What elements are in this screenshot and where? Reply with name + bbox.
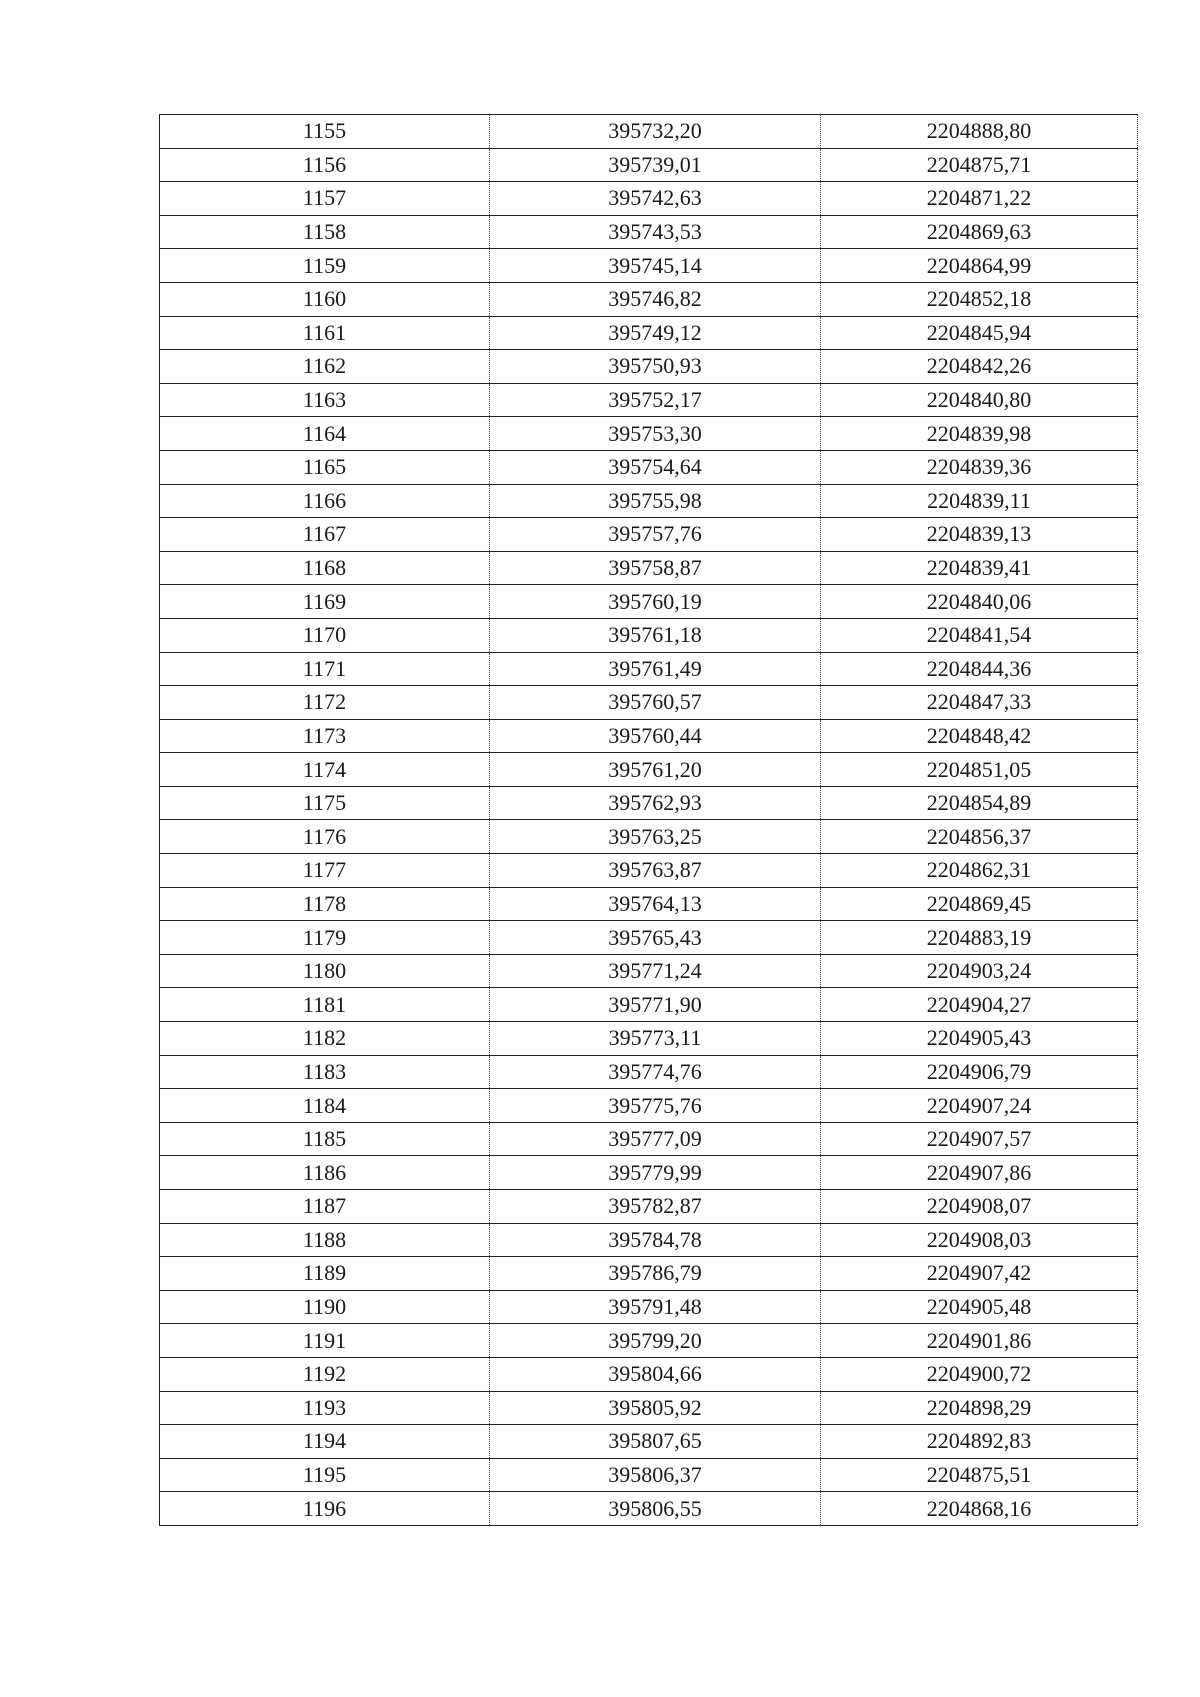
y-coordinate-cell: 2204868,16 xyxy=(821,1492,1138,1526)
point-number-cell: 1196 xyxy=(160,1492,490,1526)
x-coordinate-cell: 395761,49 xyxy=(490,652,821,686)
table-row xyxy=(160,115,1138,149)
x-coordinate-cell: 395760,19 xyxy=(490,585,821,619)
y-coordinate-cell: 2204905,48 xyxy=(821,1290,1138,1324)
table-row xyxy=(160,820,1138,854)
point-number-cell: 1185 xyxy=(160,1122,490,1156)
point-number-cell: 1164 xyxy=(160,417,490,451)
table-row xyxy=(160,1324,1138,1358)
table-row xyxy=(160,786,1138,820)
y-coordinate-cell: 2204839,13 xyxy=(821,518,1138,552)
x-coordinate-cell: 395745,14 xyxy=(490,249,821,283)
table-row xyxy=(160,148,1138,182)
x-coordinate-cell: 395791,48 xyxy=(490,1290,821,1324)
y-coordinate-cell: 2204901,86 xyxy=(821,1324,1138,1358)
point-number-cell: 1171 xyxy=(160,652,490,686)
table-row xyxy=(160,316,1138,350)
point-number-cell: 1172 xyxy=(160,686,490,720)
table-row xyxy=(160,215,1138,249)
point-number-cell: 1190 xyxy=(160,1290,490,1324)
point-number-cell: 1155 xyxy=(160,115,490,149)
y-coordinate-cell: 2204905,43 xyxy=(821,1022,1138,1056)
table-row xyxy=(160,921,1138,955)
table-row xyxy=(160,652,1138,686)
y-coordinate-cell: 2204871,22 xyxy=(821,182,1138,216)
point-number-cell: 1191 xyxy=(160,1324,490,1358)
y-coordinate-cell: 2204839,11 xyxy=(821,484,1138,518)
x-coordinate-cell: 395752,17 xyxy=(490,383,821,417)
x-coordinate-cell: 395758,87 xyxy=(490,551,821,585)
x-coordinate-cell: 395774,76 xyxy=(490,1055,821,1089)
x-coordinate-cell: 395799,20 xyxy=(490,1324,821,1358)
table-row xyxy=(160,1458,1138,1492)
y-coordinate-cell: 2204875,51 xyxy=(821,1458,1138,1492)
x-coordinate-cell: 395782,87 xyxy=(490,1190,821,1224)
x-coordinate-cell: 395779,99 xyxy=(490,1156,821,1190)
y-coordinate-cell: 2204903,24 xyxy=(821,954,1138,988)
y-coordinate-cell: 2204908,03 xyxy=(821,1223,1138,1257)
y-coordinate-cell: 2204875,71 xyxy=(821,148,1138,182)
x-coordinate-cell: 395743,53 xyxy=(490,215,821,249)
y-coordinate-cell: 2204869,63 xyxy=(821,215,1138,249)
x-coordinate-cell: 395739,01 xyxy=(490,148,821,182)
table-row xyxy=(160,518,1138,552)
x-coordinate-cell: 395763,87 xyxy=(490,854,821,888)
y-coordinate-cell: 2204898,29 xyxy=(821,1391,1138,1425)
table-row xyxy=(160,1492,1138,1526)
x-coordinate-cell: 395755,98 xyxy=(490,484,821,518)
point-number-cell: 1157 xyxy=(160,182,490,216)
x-coordinate-cell: 395754,64 xyxy=(490,450,821,484)
coordinates-table-body xyxy=(160,115,1138,1526)
x-coordinate-cell: 395777,09 xyxy=(490,1122,821,1156)
y-coordinate-cell: 2204907,57 xyxy=(821,1122,1138,1156)
table-row xyxy=(160,450,1138,484)
y-coordinate-cell: 2204842,26 xyxy=(821,350,1138,384)
point-number-cell: 1186 xyxy=(160,1156,490,1190)
y-coordinate-cell: 2204906,79 xyxy=(821,1055,1138,1089)
y-coordinate-cell: 2204839,98 xyxy=(821,417,1138,451)
table-row xyxy=(160,182,1138,216)
x-coordinate-cell: 395765,43 xyxy=(490,921,821,955)
table-row xyxy=(160,854,1138,888)
x-coordinate-cell: 395806,37 xyxy=(490,1458,821,1492)
table-row xyxy=(160,417,1138,451)
x-coordinate-cell: 395761,18 xyxy=(490,618,821,652)
table-row xyxy=(160,686,1138,720)
table-row xyxy=(160,719,1138,753)
x-coordinate-cell: 395762,93 xyxy=(490,786,821,820)
x-coordinate-cell: 395764,13 xyxy=(490,887,821,921)
x-coordinate-cell: 395771,24 xyxy=(490,954,821,988)
x-coordinate-cell: 395807,65 xyxy=(490,1425,821,1459)
x-coordinate-cell: 395742,63 xyxy=(490,182,821,216)
x-coordinate-cell: 395732,20 xyxy=(490,115,821,149)
y-coordinate-cell: 2204907,42 xyxy=(821,1257,1138,1291)
x-coordinate-cell: 395804,66 xyxy=(490,1357,821,1391)
y-coordinate-cell: 2204888,80 xyxy=(821,115,1138,149)
coordinates-table xyxy=(159,114,1138,1526)
table-row xyxy=(160,1190,1138,1224)
point-number-cell: 1160 xyxy=(160,282,490,316)
point-number-cell: 1173 xyxy=(160,719,490,753)
y-coordinate-cell: 2204847,33 xyxy=(821,686,1138,720)
x-coordinate-cell: 395757,76 xyxy=(490,518,821,552)
point-number-cell: 1179 xyxy=(160,921,490,955)
table-row xyxy=(160,988,1138,1022)
table-row xyxy=(160,954,1138,988)
point-number-cell: 1178 xyxy=(160,887,490,921)
point-number-cell: 1162 xyxy=(160,350,490,384)
y-coordinate-cell: 2204841,54 xyxy=(821,618,1138,652)
y-coordinate-cell: 2204840,06 xyxy=(821,585,1138,619)
x-coordinate-cell: 395806,55 xyxy=(490,1492,821,1526)
table-row xyxy=(160,1055,1138,1089)
x-coordinate-cell: 395805,92 xyxy=(490,1391,821,1425)
point-number-cell: 1177 xyxy=(160,854,490,888)
table-row xyxy=(160,1223,1138,1257)
point-number-cell: 1187 xyxy=(160,1190,490,1224)
table-row xyxy=(160,753,1138,787)
point-number-cell: 1183 xyxy=(160,1055,490,1089)
table-row xyxy=(160,282,1138,316)
table-row xyxy=(160,383,1138,417)
y-coordinate-cell: 2204908,07 xyxy=(821,1190,1138,1224)
y-coordinate-cell: 2204862,31 xyxy=(821,854,1138,888)
table-row xyxy=(160,1425,1138,1459)
x-coordinate-cell: 395760,57 xyxy=(490,686,821,720)
point-number-cell: 1195 xyxy=(160,1458,490,1492)
point-number-cell: 1165 xyxy=(160,450,490,484)
point-number-cell: 1161 xyxy=(160,316,490,350)
point-number-cell: 1193 xyxy=(160,1391,490,1425)
point-number-cell: 1167 xyxy=(160,518,490,552)
table-row xyxy=(160,1156,1138,1190)
table-row xyxy=(160,1089,1138,1123)
x-coordinate-cell: 395749,12 xyxy=(490,316,821,350)
x-coordinate-cell: 395775,76 xyxy=(490,1089,821,1123)
x-coordinate-cell: 395773,11 xyxy=(490,1022,821,1056)
table-row xyxy=(160,350,1138,384)
y-coordinate-cell: 2204856,37 xyxy=(821,820,1138,854)
y-coordinate-cell: 2204839,41 xyxy=(821,551,1138,585)
point-number-cell: 1188 xyxy=(160,1223,490,1257)
table-row xyxy=(160,1357,1138,1391)
table-row xyxy=(160,887,1138,921)
point-number-cell: 1175 xyxy=(160,786,490,820)
x-coordinate-cell: 395760,44 xyxy=(490,719,821,753)
point-number-cell: 1158 xyxy=(160,215,490,249)
x-coordinate-cell: 395761,20 xyxy=(490,753,821,787)
y-coordinate-cell: 2204907,86 xyxy=(821,1156,1138,1190)
point-number-cell: 1156 xyxy=(160,148,490,182)
y-coordinate-cell: 2204904,27 xyxy=(821,988,1138,1022)
y-coordinate-cell: 2204869,45 xyxy=(821,887,1138,921)
y-coordinate-cell: 2204839,36 xyxy=(821,450,1138,484)
y-coordinate-cell: 2204907,24 xyxy=(821,1089,1138,1123)
x-coordinate-cell: 395746,82 xyxy=(490,282,821,316)
table-row xyxy=(160,1290,1138,1324)
y-coordinate-cell: 2204854,89 xyxy=(821,786,1138,820)
point-number-cell: 1180 xyxy=(160,954,490,988)
y-coordinate-cell: 2204845,94 xyxy=(821,316,1138,350)
point-number-cell: 1184 xyxy=(160,1089,490,1123)
point-number-cell: 1166 xyxy=(160,484,490,518)
y-coordinate-cell: 2204900,72 xyxy=(821,1357,1138,1391)
point-number-cell: 1169 xyxy=(160,585,490,619)
x-coordinate-cell: 395750,93 xyxy=(490,350,821,384)
table-row xyxy=(160,585,1138,619)
point-number-cell: 1182 xyxy=(160,1022,490,1056)
y-coordinate-cell: 2204892,83 xyxy=(821,1425,1138,1459)
point-number-cell: 1194 xyxy=(160,1425,490,1459)
table-row xyxy=(160,484,1138,518)
point-number-cell: 1176 xyxy=(160,820,490,854)
x-coordinate-cell: 395784,78 xyxy=(490,1223,821,1257)
y-coordinate-cell: 2204851,05 xyxy=(821,753,1138,787)
point-number-cell: 1163 xyxy=(160,383,490,417)
y-coordinate-cell: 2204840,80 xyxy=(821,383,1138,417)
table-row xyxy=(160,551,1138,585)
point-number-cell: 1170 xyxy=(160,618,490,652)
y-coordinate-cell: 2204883,19 xyxy=(821,921,1138,955)
x-coordinate-cell: 395763,25 xyxy=(490,820,821,854)
x-coordinate-cell: 395786,79 xyxy=(490,1257,821,1291)
point-number-cell: 1159 xyxy=(160,249,490,283)
point-number-cell: 1168 xyxy=(160,551,490,585)
table-row xyxy=(160,249,1138,283)
x-coordinate-cell: 395753,30 xyxy=(490,417,821,451)
point-number-cell: 1174 xyxy=(160,753,490,787)
table-row xyxy=(160,618,1138,652)
table-row xyxy=(160,1391,1138,1425)
x-coordinate-cell: 395771,90 xyxy=(490,988,821,1022)
y-coordinate-cell: 2204848,42 xyxy=(821,719,1138,753)
y-coordinate-cell: 2204852,18 xyxy=(821,282,1138,316)
point-number-cell: 1189 xyxy=(160,1257,490,1291)
table-row xyxy=(160,1257,1138,1291)
y-coordinate-cell: 2204864,99 xyxy=(821,249,1138,283)
point-number-cell: 1192 xyxy=(160,1357,490,1391)
y-coordinate-cell: 2204844,36 xyxy=(821,652,1138,686)
point-number-cell: 1181 xyxy=(160,988,490,1022)
table-row xyxy=(160,1122,1138,1156)
table-row xyxy=(160,1022,1138,1056)
